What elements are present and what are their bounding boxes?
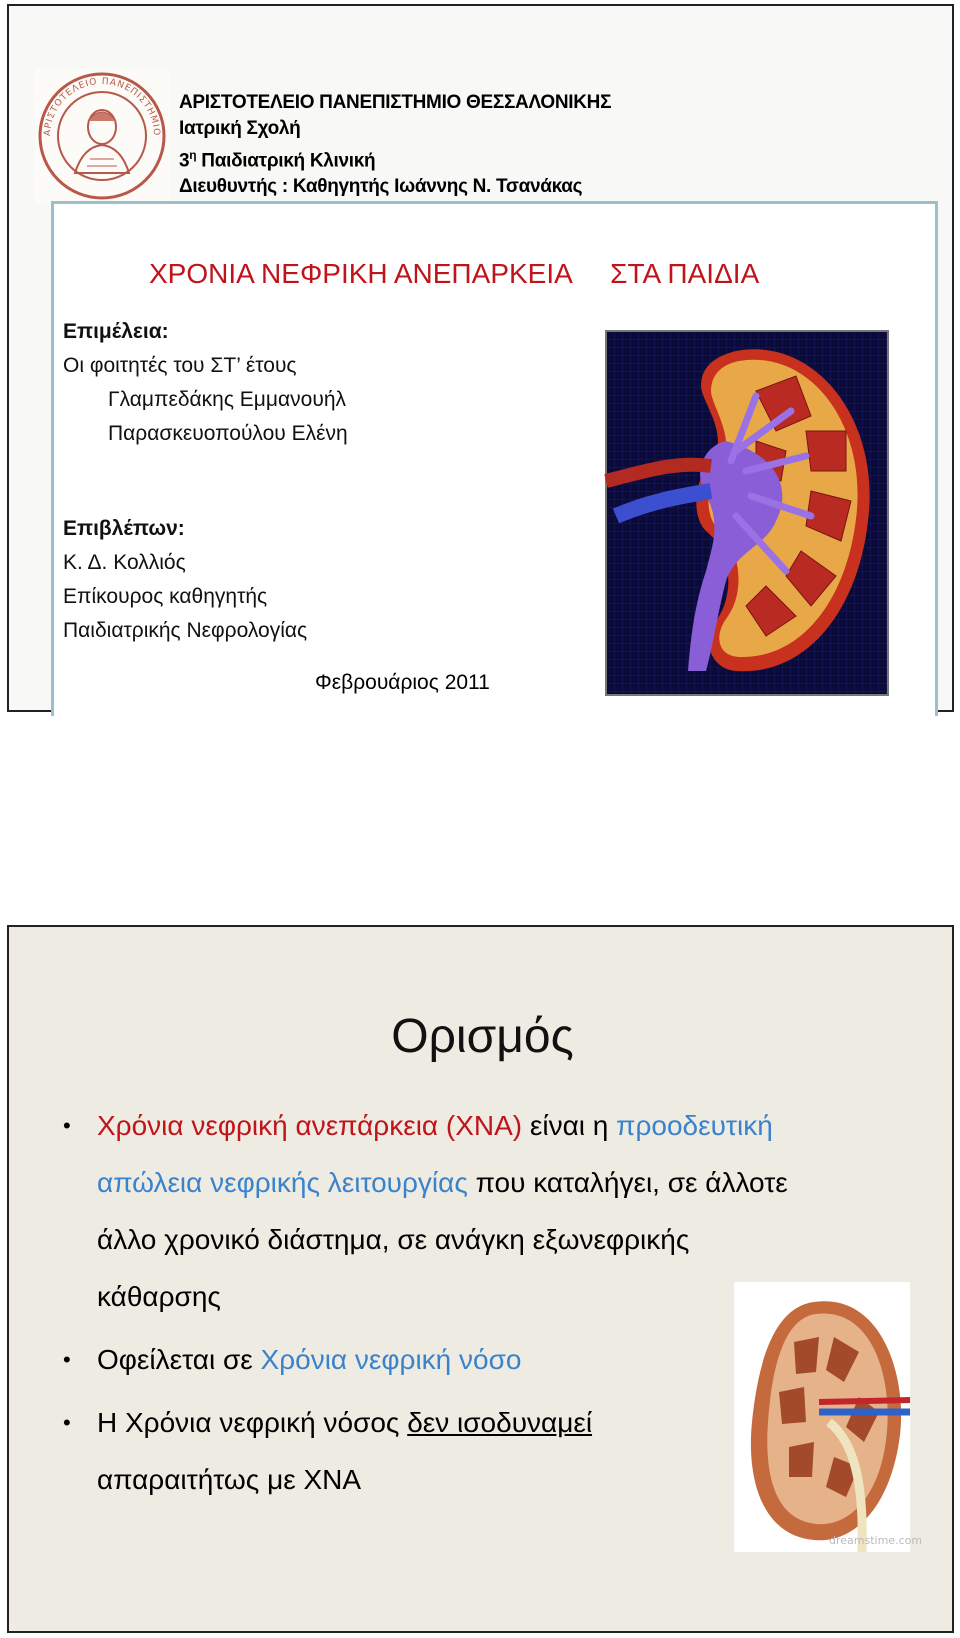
slide-title: Ορισμός <box>391 1010 574 1063</box>
list-item: • Χρόνια νεφρική ανεπάρκεια (ΧΝΑ) είναι η προοδευτική απώλεια νεφρικής λειτουργίας που καταλήγει, σε άλλοτε άλλο χρονικό διάστημα, σε ανάγκη εξωνεφρικής κάθαρσης <box>57 1097 927 1325</box>
list-item: • Η Χρόνια νεφρική νόσος δεν ισοδυναμεί απαραιτήτως με ΧΝΑ <box>57 1394 927 1508</box>
university-seal-logo <box>35 69 170 204</box>
student-name: Γλαμπεδάκης Εμμανουήλ <box>108 388 346 411</box>
director-line: Διευθυντής : Καθηγητής Ιωάννης Ν. Τσανάκας <box>179 176 583 198</box>
kidney-illustration-image <box>734 1282 923 1552</box>
university-name: ΑΡΙΣΤΟΤΕΛΕΙΟ ΠΑΝΕΠΙΣΤΗΜΙΟ ΘΕΣΣΑΛΟΝΙΚΗΣ <box>179 92 612 113</box>
highlight-red: Χρόνια νεφρική ανεπάρκεια (ΧΝΑ) <box>97 1110 523 1141</box>
list-item: • Οφείλεται σε Χρόνια νεφρική νόσο <box>57 1331 927 1388</box>
title-slide <box>7 4 954 712</box>
svg-text:ΑΡΙΣΤΟΤΕΛΕΙΟ ΠΑΝΕΠΙΣΤΗΜΙΟ: ΑΡΙΣΤΟΤΕΛΕΙΟ ΠΑΝΕΠΙΣΤΗΜΙΟ <box>42 76 162 137</box>
bullet-icon: • <box>63 1347 71 1372</box>
highlight-blue: προοδευτική <box>616 1110 773 1141</box>
supervisor-label: Επιβλέπων: <box>63 517 185 540</box>
watermark-text: dreamstime.com <box>829 1534 923 1547</box>
underlined-text: δεν ισοδυναμεί <box>407 1407 593 1438</box>
bullet-icon: • <box>63 1113 71 1138</box>
highlight-blue: απώλεια νεφρικής λειτουργίας <box>97 1167 468 1198</box>
editors-block <box>63 315 348 451</box>
supervisor-field: Παιδιατρικής Νεφρολογίας <box>63 619 308 642</box>
highlight-blue: Χρόνια νεφρική νόσο <box>260 1344 522 1375</box>
school-name: Ιατρική Σχολή <box>179 118 301 139</box>
edited-label: Επιμέλεια: <box>63 320 169 343</box>
university-header <box>179 90 611 200</box>
student-name: Παρασκευοπούλου Ελένη <box>108 422 348 445</box>
definition-slide <box>7 925 954 1633</box>
supervisor-title: Επίκουρος καθηγητής <box>63 585 268 608</box>
presentation-date: Φεβρουάριος 2011 <box>315 671 490 694</box>
clinic-name: $3^\eta$ Παιδιατρική Κλινική <box>179 148 376 172</box>
students-line: Οι φοιτητές του ΣΤ’ έτους <box>63 354 297 377</box>
supervisor-name: Κ. Δ. Κολλιός <box>63 551 186 574</box>
presentation-title: ΧΡΟΝΙΑ ΝΕΦΡΙΚΗ ΑΝΕΠΑΡΚΕΙΑ ΣΤΑ ΠΑΙΔΙΑ <box>149 258 760 289</box>
kidney-cross-section-image <box>606 331 888 695</box>
supervisor-block <box>63 512 307 648</box>
bullet-icon: • <box>63 1410 71 1435</box>
